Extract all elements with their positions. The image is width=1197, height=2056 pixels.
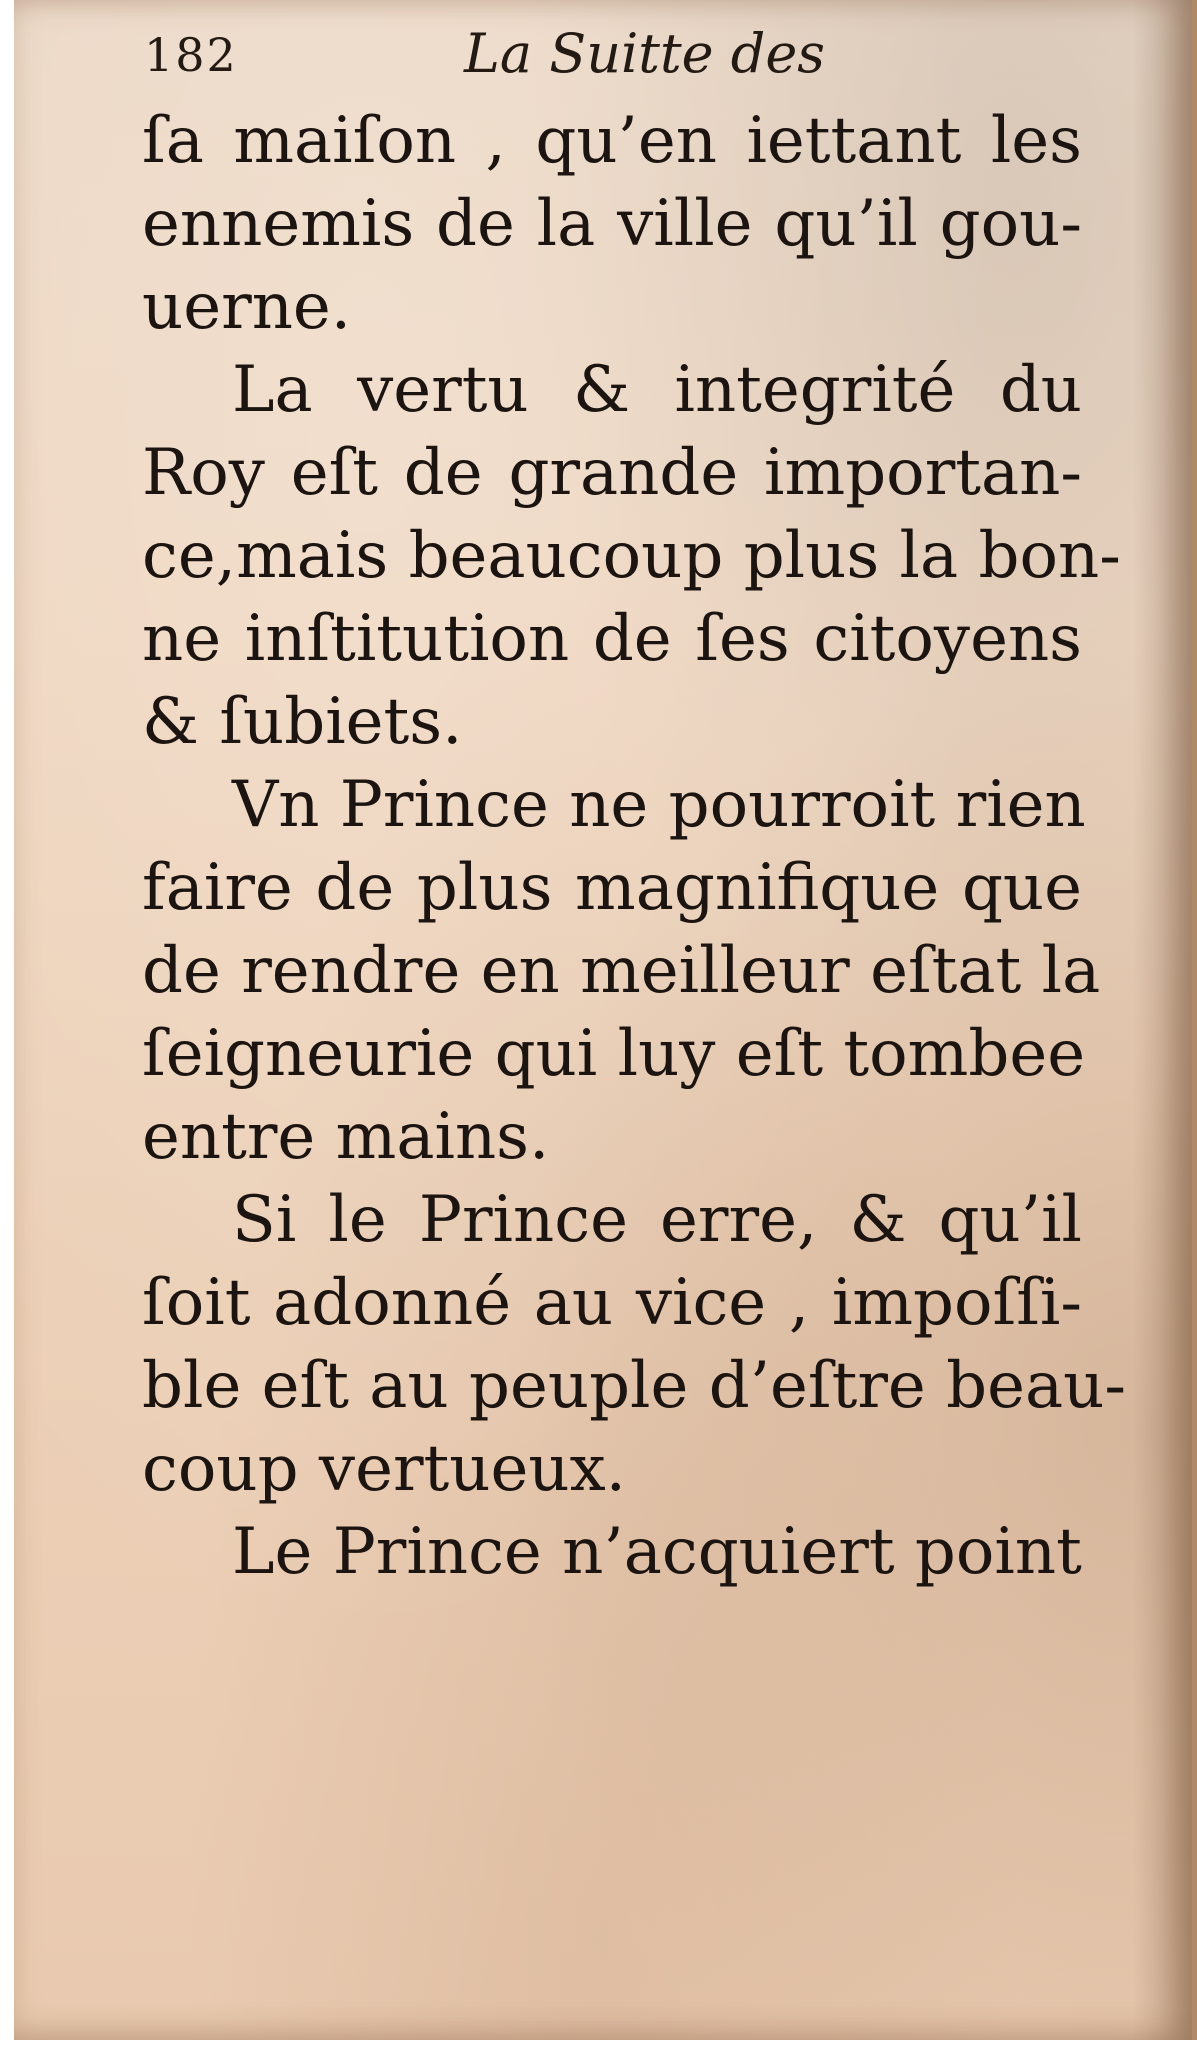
body-text [142, 100, 1126, 1594]
text-line: coup vertueux. [142, 1432, 626, 1506]
text-line: uerne. [142, 270, 352, 344]
paragraph-first-line: Vn Prince ne pourroit rien [232, 768, 1086, 842]
text-line: ble eſt au peuple d’eſtre beau- [142, 1349, 1126, 1423]
paragraph-first-line: Le Prince n’acquiert point [232, 1515, 1082, 1589]
running-head [144, 18, 844, 88]
text-line: ſa maiſon , qu’en iettant les [142, 104, 1082, 178]
paragraph-first-line: Si le Prince erre, & qu’il [232, 1183, 1082, 1257]
text-line: ſoit adonné au vice , impoſſi- [142, 1266, 1082, 1340]
running-head-title: La Suitte des [464, 22, 826, 85]
page-number: 182 [144, 28, 238, 82]
paragraph-first-line: La vertu & integrité du [232, 353, 1082, 427]
text-line: ne inſtitution de ſes citoyens [142, 602, 1082, 676]
text-line: ennemis de la ville qu’il gou- [142, 187, 1082, 261]
text-line: de rendre en meilleur eſtat la [142, 934, 1101, 1008]
text-line: ce,mais beaucoup plus la bon- [142, 519, 1121, 593]
text-line: entre mains. [142, 1100, 550, 1174]
text-line: faire de plus magnifique que [142, 851, 1082, 925]
text-line: ſeigneurie qui luy eſt tombee [142, 1017, 1086, 1091]
text-line: Roy eſt de grande importan- [142, 436, 1082, 510]
text-line: & ſubiets. [142, 685, 463, 759]
page-gutter-shadow [1132, 0, 1192, 2040]
book-page [14, 0, 1197, 2040]
